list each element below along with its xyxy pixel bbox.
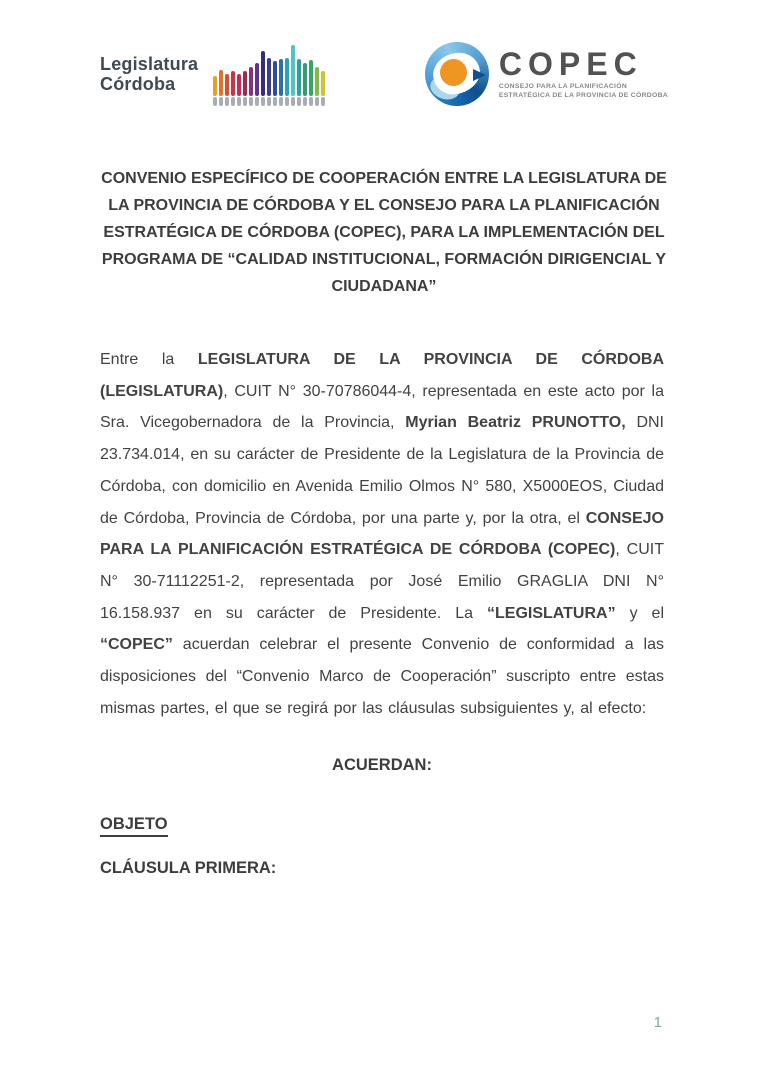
copec-eye-arrow	[473, 69, 486, 81]
paragraph-segment: acuerdan celebrar el presente Convenio de conformidad a las disposiciones del “Convenio Marco de Cooperación” suscripto entre estas mismas partes, el que se regirá por las cláusulas subsiguientes y, al efecto:	[100, 636, 664, 717]
copec-logo	[425, 42, 668, 106]
logo-bar	[255, 63, 259, 106]
page-number: 1	[653, 1014, 662, 1031]
paragraph-segment: DNI 23.734.014, en su carácter de Presidente de la Legislatura de la Provincia de Córdoba, con domicilio en Avenida Emilio Olmos N° 580, X5000EOS, Ciudad de Córdoba, Provincia de Córdoba, por una parte y, por la otra, el	[100, 414, 664, 527]
objeto-heading	[100, 815, 768, 837]
legislatura-logo-line2: Córdoba	[100, 74, 176, 94]
copec-subtitle-line1: CONSEJO PARA LA PLANIFICACIÓN	[498, 83, 628, 91]
logo-bar	[267, 58, 271, 106]
clausula-primera-heading: CLÁUSULA PRIMERA:	[100, 859, 277, 878]
logo-bar	[279, 59, 283, 106]
paragraph-segment: , CUIT N° 30-70786044-4, representada en este acto por la Sra. Vicegobernadora de la Provincia,	[100, 382, 664, 432]
paragraph-segment: , CUIT N° 30-71112251-2, representada por José Emilio GRAGLIA DNI N° 16.158.937 en su carácter de Presidente. La	[100, 541, 665, 622]
paragraph-segment: “COPEC”	[100, 636, 173, 654]
paragraph-segment: Myrian Beatriz PRUNOTTO,	[405, 414, 626, 432]
logo-bar	[285, 58, 289, 106]
paragraph-segment: y el	[615, 604, 665, 622]
legislatura-logo-text	[100, 54, 198, 94]
copec-eye-iris	[440, 59, 467, 86]
objeto-heading-text: OBJETO	[100, 815, 168, 837]
logo-bar	[237, 74, 241, 106]
logo-bar	[249, 67, 253, 106]
document-header	[0, 0, 768, 108]
logo-bar	[291, 45, 295, 106]
logo-bar	[213, 76, 217, 106]
document-title: CONVENIO ESPECÍFICO DE COOPERACIÓN ENTRE LA LEGISLATURA DE LA PROVINCIA DE CÓRDOBA Y EL CONSEJO PARA LA PLANIFICACIÓN ESTRATÉGICA DE CÓRDOBA (COPEC), PARA LA IMPLEMENTACIÓN DEL PROGRAMA DE “CALIDAD INSTITUCIONAL, FORMACIÓN DIRIGENCIAL Y CIUDADANA”	[101, 170, 667, 295]
logo-bar	[315, 67, 319, 106]
logo-bar	[321, 71, 325, 106]
copec-eye-icon	[425, 42, 489, 106]
copec-logo-name: COPEC	[498, 46, 643, 83]
copec-logo-text	[499, 47, 668, 101]
logo-bar	[261, 51, 265, 106]
logo-bar	[219, 70, 223, 106]
logo-bar	[231, 71, 235, 106]
paragraph-segment: CONSEJO PARA LA PLANIFICACIÓN ESTRATÉGICA DE CÓRDOBA (COPEC)	[100, 509, 664, 559]
paragraph-segment: LEGISLATURA DE LA PROVINCIA DE CÓRDOBA (LEGISLATURA)	[100, 351, 665, 400]
paragraph-segment: “LEGISLATURA”	[487, 604, 616, 622]
legislatura-logo	[100, 42, 325, 106]
logo-bar	[273, 61, 277, 106]
copec-subtitle-line2: ESTRATÉGICA DE LA PROVINCIA DE CÓRDOBA	[498, 92, 668, 99]
intro-paragraph	[100, 344, 664, 724]
logo-bar	[309, 60, 313, 106]
copec-logo-subtitle	[499, 83, 668, 101]
logo-bar	[303, 63, 307, 106]
paragraph-segment: Entre la	[100, 351, 198, 368]
logo-bar	[225, 74, 229, 106]
legislatura-bars-icon	[213, 42, 325, 106]
logo-bar	[297, 59, 301, 106]
logo-bar	[243, 71, 247, 106]
acuerdan-heading: ACUERDAN:	[332, 756, 432, 775]
legislatura-logo-line1: Legislatura	[100, 54, 199, 74]
